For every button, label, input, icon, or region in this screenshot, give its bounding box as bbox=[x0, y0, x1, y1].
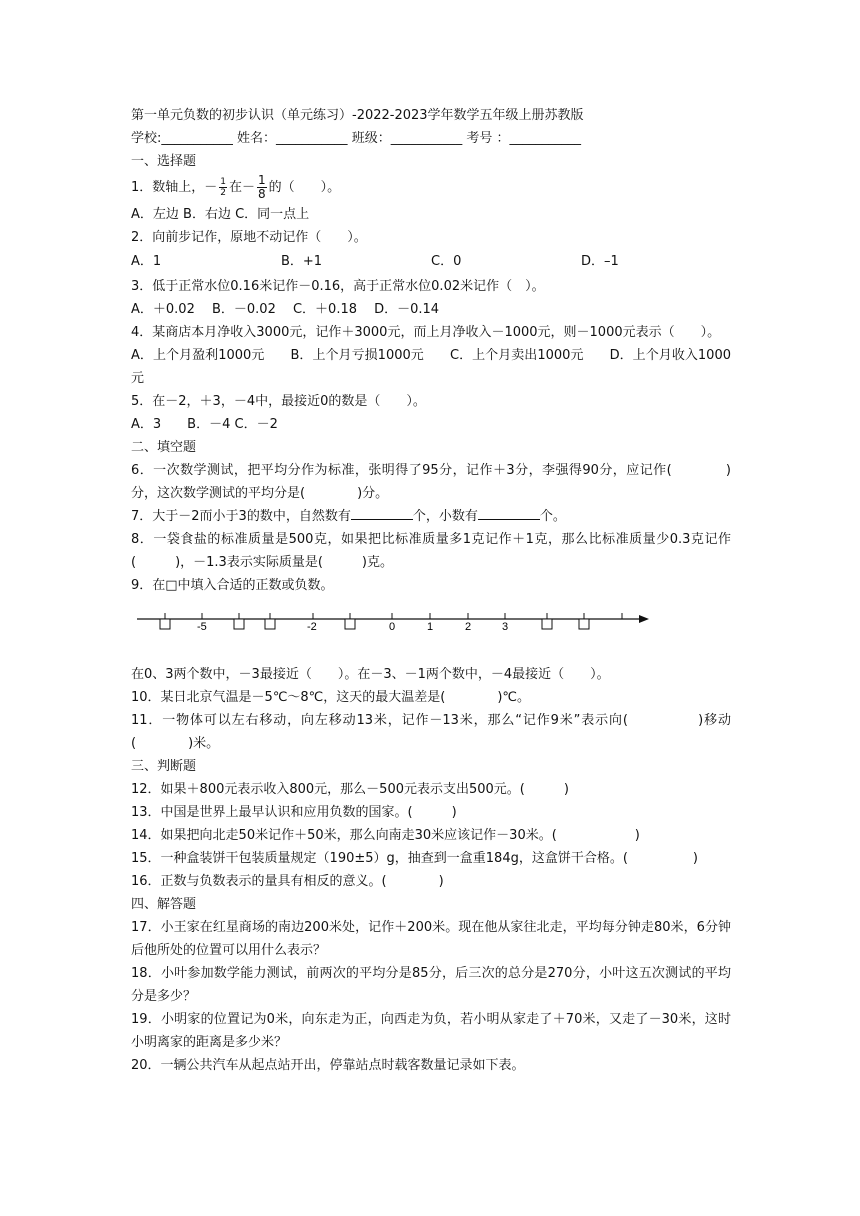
name-label: 姓名： bbox=[237, 131, 277, 146]
worksheet-page bbox=[131, 104, 731, 1077]
section-heading-3: 三、判断题 bbox=[131, 759, 197, 774]
q7-text-start: 7．大于－2而小于3的数中，自然数有 bbox=[131, 509, 351, 524]
fraction-denominator: 8 bbox=[258, 187, 266, 201]
question-18: 18．小叶参加数学能力测试，前两次的平均分是85分，后三次的总分是270分，小叶这五次测试的平均分是多少？ bbox=[131, 966, 731, 1004]
number-label: 考号 ： bbox=[466, 131, 510, 146]
question-16: 16．正数与负数表示的量具有相反的意义。( ) bbox=[131, 874, 444, 889]
section-heading-2: 二、填空题 bbox=[131, 440, 197, 455]
q7-text-mid: 个，小数有 bbox=[412, 509, 478, 524]
answer-box bbox=[579, 619, 589, 629]
q5-options: A．3 B．－4 C．－2 bbox=[131, 417, 278, 432]
number-line-svg bbox=[137, 607, 657, 647]
number-line-arrow bbox=[639, 615, 649, 623]
question-13: 13．中国是世界上最早认识和应用负数的国家。( ) bbox=[131, 805, 457, 820]
q7-blank-decimal[interactable] bbox=[478, 505, 540, 520]
class-blank[interactable]: ___________ bbox=[390, 131, 463, 146]
school-label: 学校: bbox=[131, 131, 162, 146]
q2-options bbox=[131, 249, 731, 275]
answer-box bbox=[234, 619, 244, 629]
student-info-line bbox=[131, 127, 731, 150]
q2-option-a: A．1 bbox=[131, 254, 162, 269]
number-blank[interactable]: ___________ bbox=[509, 131, 581, 146]
q2-option-b: B．+1 bbox=[281, 254, 323, 269]
tick-label-neg2: -2 bbox=[307, 621, 317, 633]
fraction-denominator: 2 bbox=[220, 188, 227, 198]
q1-text-mid: 在－ bbox=[229, 180, 256, 195]
tick-label-3: 3 bbox=[502, 621, 509, 633]
q2-option-c: C．0 bbox=[431, 254, 462, 269]
question-12: 12．如果＋800元表示收入800元，那么－500元表示支出500元。( ) bbox=[131, 782, 569, 797]
question-1 bbox=[131, 173, 731, 203]
fraction-half bbox=[219, 177, 227, 198]
question-17: 17．小王家在红星商场的南边200米处，记作＋200米。现在他从家往北走，平均每分钟走80米，6分钟后他所处的位置可以用什么表示？ bbox=[131, 920, 731, 958]
q1-options: A．左边 B．右边 C．同一点上 bbox=[131, 207, 310, 222]
answer-box bbox=[542, 619, 552, 629]
number-line-figure bbox=[131, 597, 731, 663]
question-3: 3．低于正常水位0.16米记作－0.16，高于正常水位0.02米记作（ ）。 bbox=[131, 279, 545, 294]
answer-box bbox=[160, 619, 170, 629]
answer-box bbox=[345, 619, 355, 629]
question-2: 2．向前步记作，原地不动记作（ ）。 bbox=[131, 230, 367, 245]
fraction-numerator: 1 bbox=[220, 177, 227, 187]
answer-box bbox=[265, 619, 275, 629]
question-20: 20．一辆公共汽车从起点站开出，停靠站点时载客数量记录如下表。 bbox=[131, 1058, 525, 1073]
q1-text-end: 的（ ）。 bbox=[268, 180, 341, 195]
question-15: 15．一种盒装饼干包装质量规定（190±5）g，抽查到一盒重184g，这盒饼干合格。( ) bbox=[131, 851, 698, 866]
q4-options: A．上个月盈利1000元 B．上个月亏损1000元 C．上个月卖出1000元 D．上个月收入1000元 bbox=[131, 348, 731, 386]
tick-label-0: 0 bbox=[389, 621, 396, 633]
tick-label-1: 1 bbox=[427, 621, 434, 633]
fraction-eighth bbox=[257, 174, 267, 201]
question-14: 14．如果把向北走50米记作＋50米，那么向南走30米应该记作－30米。( ) bbox=[131, 828, 640, 843]
question-10: 10．某日北京气温是－5℃～8℃，这天的最大温差是( )℃。 bbox=[131, 690, 531, 705]
q2-option-d: D．–1 bbox=[581, 254, 619, 269]
question-4: 4．某商店本月净收入3000元，记作＋3000元，而上月净收入－1000元，则－1000元表示（ ）。 bbox=[131, 325, 721, 340]
class-label: 班级： bbox=[351, 131, 391, 146]
question-5: 5．在－2，＋3，－4中，最接近0的数是（ ）。 bbox=[131, 394, 426, 409]
tick-label-2: 2 bbox=[465, 621, 472, 633]
question-9-follow-up: 在0、3两个数中，－3最接近（ ）。在－3、－1两个数中，－4最接近（ ）。 bbox=[131, 667, 610, 682]
name-blank[interactable]: ___________ bbox=[276, 131, 348, 146]
question-9: 9．在□中填入合适的正数或负数。 bbox=[131, 578, 334, 593]
question-11: 11．一物体可以左右移动，向左移动13米，记作－13米，那么“记作9米”表示向( )移动( )米。 bbox=[131, 713, 731, 751]
q7-blank-natural[interactable] bbox=[351, 505, 413, 520]
section-heading-1: 一、选择题 bbox=[131, 154, 197, 169]
fraction-numerator: 1 bbox=[258, 173, 266, 187]
q3-options: A．＋0.02 B．－0.02 C．＋0.18 D．－0.14 bbox=[131, 302, 440, 317]
question-19: 19．小明家的位置记为0米，向东走为正，向西走为负，若小明从家走了＋70米，又走了－30米，这时小明离家的距离是多少米？ bbox=[131, 1012, 731, 1050]
question-7 bbox=[131, 505, 731, 528]
section-heading-4: 四、解答题 bbox=[131, 897, 197, 912]
page-title: 第一单元负数的初步认识（单元练习）-2022-2023学年数学五年级上册苏教版 bbox=[131, 108, 584, 123]
question-6: 6．一次数学测试，把平均分作为标准，张明得了95分，记作＋3分，李强得90分，应记作( )分，这次数学测试的平均分是( )分。 bbox=[131, 463, 731, 501]
tick-label-neg5: -5 bbox=[197, 621, 207, 633]
question-8: 8．一袋食盐的标准质量是500克，如果把比标准质量多1克记作＋1克，那么比标准质量少0.3克记作( )，－1.3表示实际质量是( )克。 bbox=[131, 532, 731, 570]
q1-text-start: 1．数轴上，－ bbox=[131, 180, 218, 195]
school-blank[interactable]: ___________ bbox=[161, 131, 233, 146]
q7-text-end: 个。 bbox=[539, 509, 566, 524]
